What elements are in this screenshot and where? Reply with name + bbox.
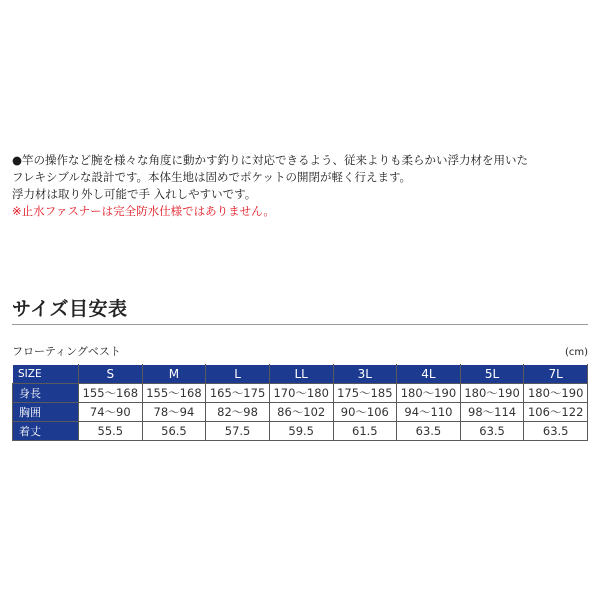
table-cell: 98〜114	[460, 403, 524, 422]
size-header-cell: S	[79, 365, 143, 384]
size-header-cell: 4L	[397, 365, 461, 384]
description-line-2: フレキシブルな設計です。本体生地は固めでポケットの開閉が軽く行えます。	[12, 170, 412, 184]
size-header-cell: 7L	[524, 365, 588, 384]
table-cell: 90〜106	[333, 403, 397, 422]
size-header-cell: L	[206, 365, 270, 384]
table-cell: 175〜185	[333, 384, 397, 403]
row-label-height: 身長	[13, 384, 79, 403]
table-cell: 170〜180	[269, 384, 333, 403]
size-table	[12, 364, 588, 441]
table-cell: 180〜190	[397, 384, 461, 403]
description-line-3: 浮力材は取り外し可能で手 入れしやすいです。	[12, 187, 257, 201]
table-cell: 180〜190	[524, 384, 588, 403]
table-cell: 78〜94	[142, 403, 206, 422]
size-header-cell: M	[142, 365, 206, 384]
product-description	[12, 152, 588, 220]
size-chart-heading: サイズ目安表	[12, 298, 128, 320]
table-cell: 59.5	[269, 422, 333, 441]
size-chart-caption: フローティングベスト	[12, 345, 121, 358]
description-line-1: ●竿の操作など腕を様々な角度に動かす釣りに対応できるよう、従来よりも柔らかい浮力材を用いた	[12, 153, 529, 167]
table-row-length	[13, 422, 588, 441]
table-row-height	[13, 384, 588, 403]
table-cell: 63.5	[397, 422, 461, 441]
row-label-chest: 胸囲	[13, 403, 79, 422]
table-cell: 94〜110	[397, 403, 461, 422]
size-header-cell: 5L	[460, 365, 524, 384]
table-cell: 55.5	[79, 422, 143, 441]
size-header-row	[13, 365, 588, 384]
table-cell: 165〜175	[206, 384, 270, 403]
table-cell: 56.5	[142, 422, 206, 441]
table-cell: 106〜122	[524, 403, 588, 422]
table-cell: 155〜168	[79, 384, 143, 403]
table-cell: 63.5	[524, 422, 588, 441]
table-cell: 74〜90	[79, 403, 143, 422]
table-cell: 57.5	[206, 422, 270, 441]
unit-label: (cm)	[564, 347, 588, 358]
waterproof-warning: ※止水ファスナーは完全防水仕様ではありません。	[12, 204, 275, 218]
table-row-chest	[13, 403, 588, 422]
heading-divider	[12, 324, 588, 325]
size-header-cell: LL	[269, 365, 333, 384]
table-cell: 61.5	[333, 422, 397, 441]
row-label-length: 着丈	[13, 422, 79, 441]
size-header-label: SIZE	[13, 365, 79, 384]
table-cell: 180〜190	[460, 384, 524, 403]
table-cell: 63.5	[460, 422, 524, 441]
table-cell: 155〜168	[142, 384, 206, 403]
table-cell: 86〜102	[269, 403, 333, 422]
size-header-cell: 3L	[333, 365, 397, 384]
table-cell: 82〜98	[206, 403, 270, 422]
